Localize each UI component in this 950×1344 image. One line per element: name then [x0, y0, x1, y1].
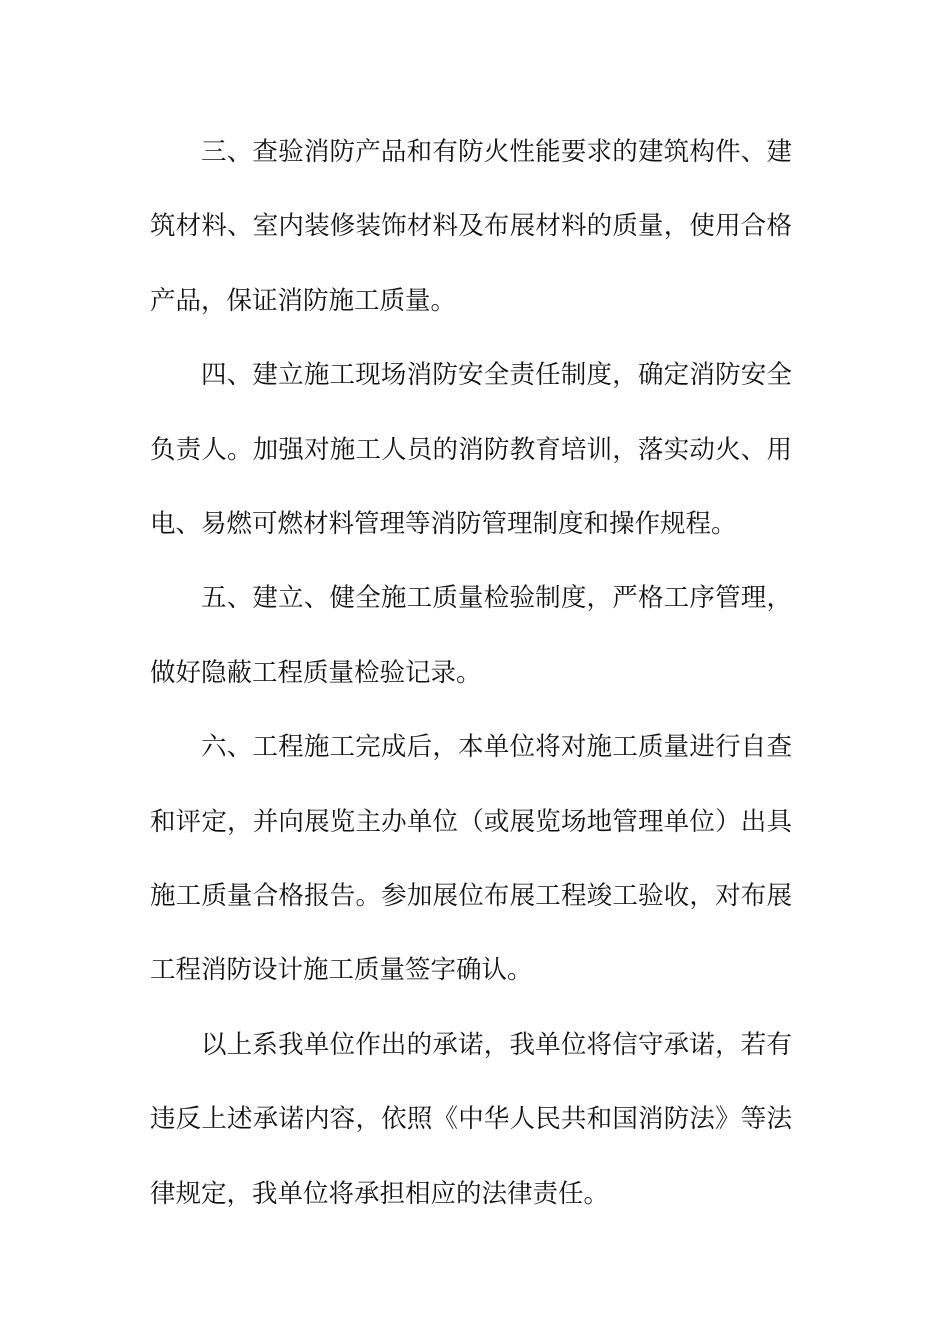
- paragraph-4-fire-safety-responsibility: 四、建立施工现场消防安全责任制度，确定消防安全负责人。加强对施工人员的消防教育培训，落实动火、用电、易燃可燃材料管理等消防管理制度和操作规程。: [150, 360, 792, 540]
- paragraph-commitment-statement: 以上系我单位作出的承诺，我单位将信守承诺，若有违反上述承诺内容，依照《中华人民共和国消防法》等法律规定，我单位将承担相应的法律责任。: [150, 1029, 792, 1209]
- paragraph-5-quality-inspection: 五、建立、健全施工质量检验制度，严格工序管理，做好隐蔽工程质量检验记录。: [150, 583, 792, 688]
- paragraph-6-self-inspection-report: 六、工程施工完成后，本单位将对施工质量进行自查和评定，并向展览主办单位（或展览场地管理单位）出具施工质量合格报告。参加展位布展工程竣工验收，对布展工程消防设计施工质量签字确认。: [150, 732, 792, 986]
- paragraph-3-inspect-fire-products: 三、查验消防产品和有防火性能要求的建筑构件、建筑材料、室内装修装饰材料及布展材料的质量，使用合格产品，保证消防施工质量。: [150, 137, 792, 316]
- document-body: [150, 115, 792, 1231]
